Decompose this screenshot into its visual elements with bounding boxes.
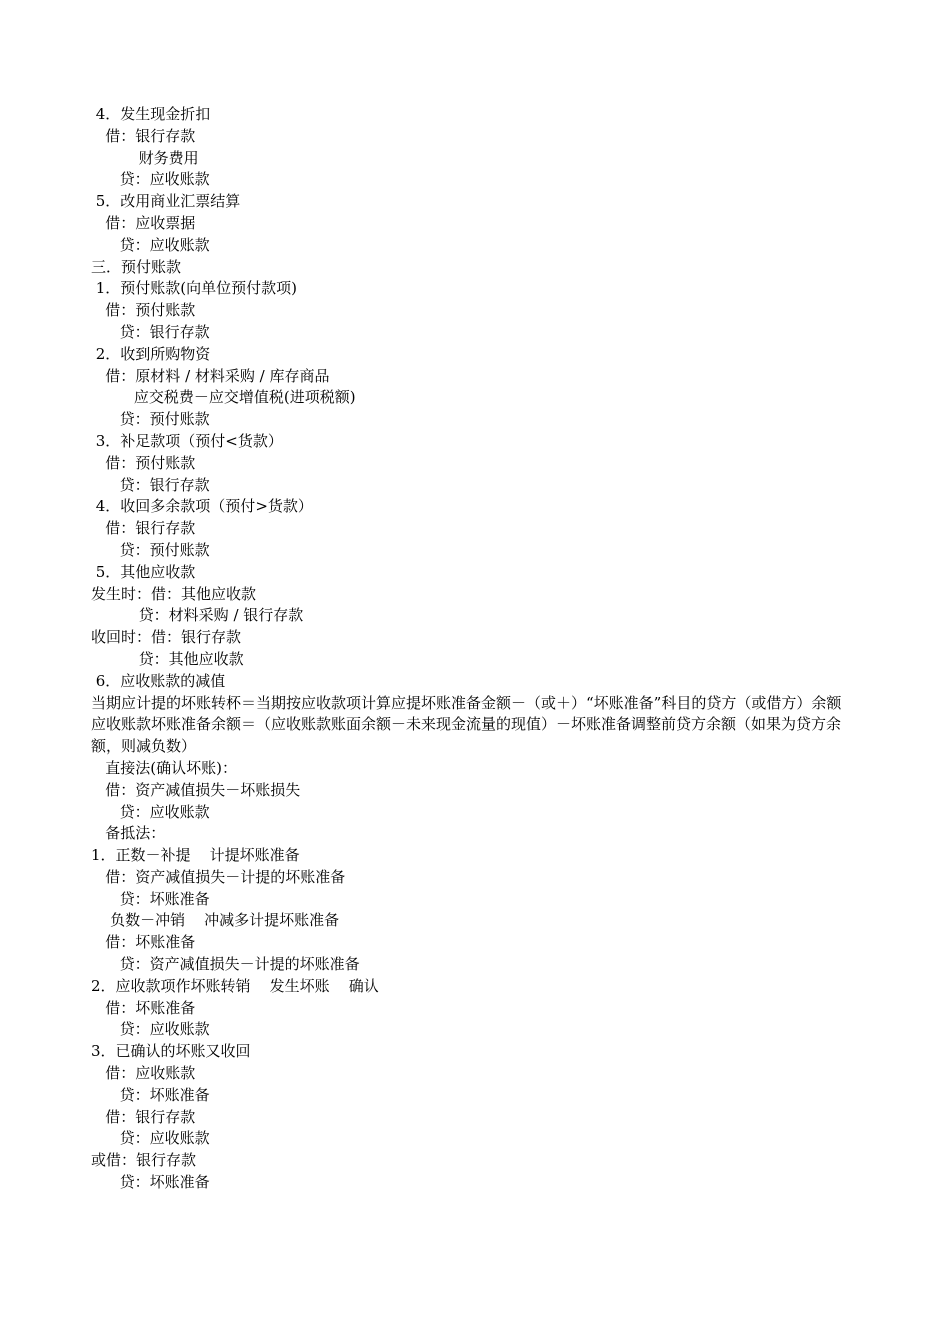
text-line: 收回时：借：银行存款 xyxy=(91,628,242,647)
text-line: 负数－冲销 冲减多计提坏账准备 xyxy=(91,911,340,930)
text-line: 借：预付账款 xyxy=(91,453,196,472)
text-line: 贷：预付账款 xyxy=(91,540,210,559)
text-line: 财务费用 xyxy=(91,148,199,167)
text-line: 借：坏账准备 xyxy=(91,998,196,1017)
text-line: 3．补足款项（预付<货款） xyxy=(91,431,283,450)
text-line: 贷：应收账款 xyxy=(91,235,210,254)
text-line: 借：预付账款 xyxy=(91,301,196,320)
text-line: 直接法(确认坏账)： xyxy=(91,758,238,777)
text-line: 贷：其他应收款 xyxy=(91,649,244,668)
text-line: 贷：应收账款 xyxy=(91,1129,210,1148)
text-line: 借：坏账准备 xyxy=(91,933,196,952)
text-line: 3．已确认的坏账又收回 xyxy=(91,1042,251,1061)
text-line: 2．应收款项作坏账转销 发生坏账 确认 xyxy=(91,976,379,995)
text-line: 贷：应收账款 xyxy=(91,802,210,821)
text-line: 5．其他应收款 xyxy=(91,562,196,581)
text-line: 贷：资产减值损失－计提的坏账准备 xyxy=(91,955,360,974)
text-line: 发生时：借：其他应收款 xyxy=(91,584,257,603)
text-line: 应交税费－应交增值税(进项税额) xyxy=(91,388,356,407)
text-line: 贷：银行存款 xyxy=(91,475,210,494)
text-line: 贷：预付账款 xyxy=(91,410,210,429)
text-line: 借：资产减值损失－计提的坏账准备 xyxy=(91,867,346,886)
text-line: 1．正数－补提 计提坏账准备 xyxy=(91,846,300,865)
text-line: 或借：银行存款 xyxy=(91,1151,197,1170)
text-line: 5．改用商业汇票结算 xyxy=(91,192,241,211)
text-line: 1．预付账款(向单位预付款项) xyxy=(91,279,298,298)
text-line: 借：原材料 / 材料采购 / 库存商品 xyxy=(91,366,330,385)
text-line: 借：银行存款 xyxy=(91,1107,196,1126)
text-line: 4．发生现金折扣 xyxy=(91,105,211,123)
text-line: 2．收到所购物资 xyxy=(91,344,211,363)
text-line: 4．收回多余款项（预付>货款） xyxy=(91,497,313,516)
paragraph: 当期应计提的坏账转杯＝当期按应收款项计算应提坏账准备金额－（或＋）“坏账准备”科目的贷方（或借方）余额 xyxy=(91,693,842,712)
text-line: 6．应收账款的减值 xyxy=(91,671,226,690)
text-line: 贷：材料采购 / 银行存款 xyxy=(91,606,304,625)
text-line: 借：资产减值损失－坏账损失 xyxy=(91,780,301,799)
text-line: 借：银行存款 xyxy=(91,519,196,538)
document-body xyxy=(91,104,863,1194)
section-heading: 三．预付账款 xyxy=(91,257,182,276)
text-line: 贷：银行存款 xyxy=(91,322,210,341)
text-line: 借：银行存款 xyxy=(91,126,196,145)
text-line: 备抵法： xyxy=(91,824,166,843)
text-line: 贷：坏账准备 xyxy=(91,1085,210,1104)
text-line: 借：应收票据 xyxy=(91,213,196,232)
text-line: 贷：应收账款 xyxy=(91,1020,210,1039)
paragraph: 应收账款坏账准备余额＝（应收账款账面余额－未来现金流量的现值）－坏账准备调整前贷方余额（如果为贷方余额，则减负数） xyxy=(91,715,842,756)
text-line: 借：应收账款 xyxy=(91,1064,196,1083)
text-line: 贷：坏账准备 xyxy=(91,889,210,908)
text-line: 贷：坏账准备 xyxy=(91,1173,210,1192)
text-line: 贷：应收账款 xyxy=(91,170,210,189)
